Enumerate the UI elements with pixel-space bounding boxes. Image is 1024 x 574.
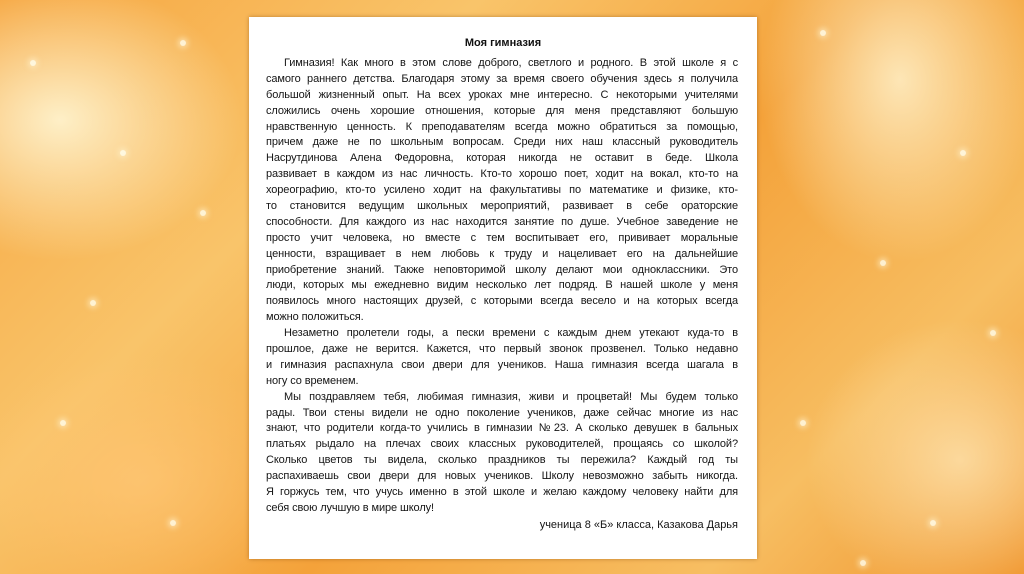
text-line: ценности, взращивает в нем любовь к труду и нацеливает его на дальнейшие <box>266 247 738 260</box>
text-line: Сколько цветов ты видела, сколько праздников ты пережила? Каждый год ты <box>266 454 738 467</box>
sparkle-decoration <box>960 150 966 156</box>
text-line: Я горжусь тем, что учусь именно в этой школе и желаю каждому человеку найти для <box>266 486 738 499</box>
paragraph <box>266 326 738 390</box>
text-line: просто учит человека, но вместе с тем воспитывает его, прививает моральные <box>266 231 738 244</box>
text-line: рады. Твои стены видели не одно поколение учеников, даже сейчас многие из нас <box>266 406 738 419</box>
text-line: нравственную ценность. К преподавателям всегда можно обратиться за помощью, <box>266 120 738 133</box>
text-line: Гимназия! Как много в этом слове доброго, светлого и родного. В этой школе я с <box>284 57 738 69</box>
sparkle-decoration <box>60 420 66 426</box>
text-line: то становится ведущим школьных мероприятий, развивает в себе ораторские <box>266 200 738 213</box>
sparkle-decoration <box>200 210 206 216</box>
text-line: Насрутдинова Алена Федоровна, которая никогда не оставит в беде. Школа <box>266 152 738 165</box>
text-line: Мы поздравляем тебя, любимая гимназия, живи и процветай! Мы будем только <box>284 390 738 403</box>
paragraph <box>266 56 738 326</box>
sparkle-decoration <box>820 30 826 36</box>
sparkle-decoration <box>120 150 126 156</box>
document-title: Моя гимназия <box>464 37 542 49</box>
text-line: самого раннего детства. Благодаря этому за время своего обучения здесь я получила <box>266 72 738 85</box>
text-line: хореографию, кто-то усилено ходит на факультативы по математике и физике, кто- <box>266 184 738 197</box>
paragraph <box>266 390 738 517</box>
sparkle-decoration <box>170 520 176 526</box>
text-line: прошлое, даже не верится. Кажется, что первый звонок прозвенел. Только недавно <box>266 343 738 356</box>
sparkle-decoration <box>990 330 996 336</box>
sparkle-decoration <box>860 560 866 566</box>
text-line: и гимназия распахнула свои двери для учеников. Наша гимназия всегда шагала в <box>266 358 738 371</box>
sparkle-decoration <box>90 300 96 306</box>
text-line: причем даже не по школьным вопросам. Среди них наш классный руководитель <box>266 136 738 149</box>
text-line: приобретение знаний. Также неповторимой школу делают мои одноклассники. Это <box>266 263 738 276</box>
text-line: люди, которых мы ежедневно видим несколько лет подряд. В нашей школе у меня <box>266 279 738 292</box>
sparkle-decoration <box>800 420 806 426</box>
signature: ученица 8 «Б» класса, Казакова Дарья <box>539 518 738 531</box>
text-line: ногу со временем. <box>266 374 359 387</box>
text-line: способности. Для каждого из нас находится занятие по душе. Учебное заведение не <box>266 215 738 228</box>
text-line: сложились очень хорошие отношения, которые для меня представляют большую <box>266 104 738 117</box>
text-line: распахиваешь свои двери для новых учеников. Школу невозможно забыть никогда. <box>266 470 738 483</box>
text-line: развивает в каждом из нас личность. Кто-то хорошо поет, ходит на вокал, кто-то на <box>266 168 738 181</box>
sparkle-decoration <box>880 260 886 266</box>
sparkle-decoration <box>30 60 36 66</box>
sparkle-decoration <box>930 520 936 526</box>
text-line: себя свою лучшую в мире школу! <box>266 501 434 514</box>
text-line: знают, что родители когда-то учились в гимназии №23. А сколько девушек в бальных <box>266 422 738 435</box>
text-line: появилось много настоящих друзей, с которыми всегда весело и на которых всегда <box>266 295 738 308</box>
text-line: Незаметно пролетели годы, а пески времени с каждым днем утекают куда-то в <box>284 327 738 340</box>
text-line: большой жизненный опыт. На всех уроках мне интересно. С некоторыми учителями <box>266 88 738 101</box>
document-body <box>266 56 738 534</box>
sparkle-decoration <box>180 40 186 46</box>
text-line: можно положиться. <box>266 311 364 324</box>
document-page <box>249 17 757 559</box>
text-line: платьях рыдало на плечах своих классных руководителей, прощаясь со школой? <box>266 438 738 451</box>
